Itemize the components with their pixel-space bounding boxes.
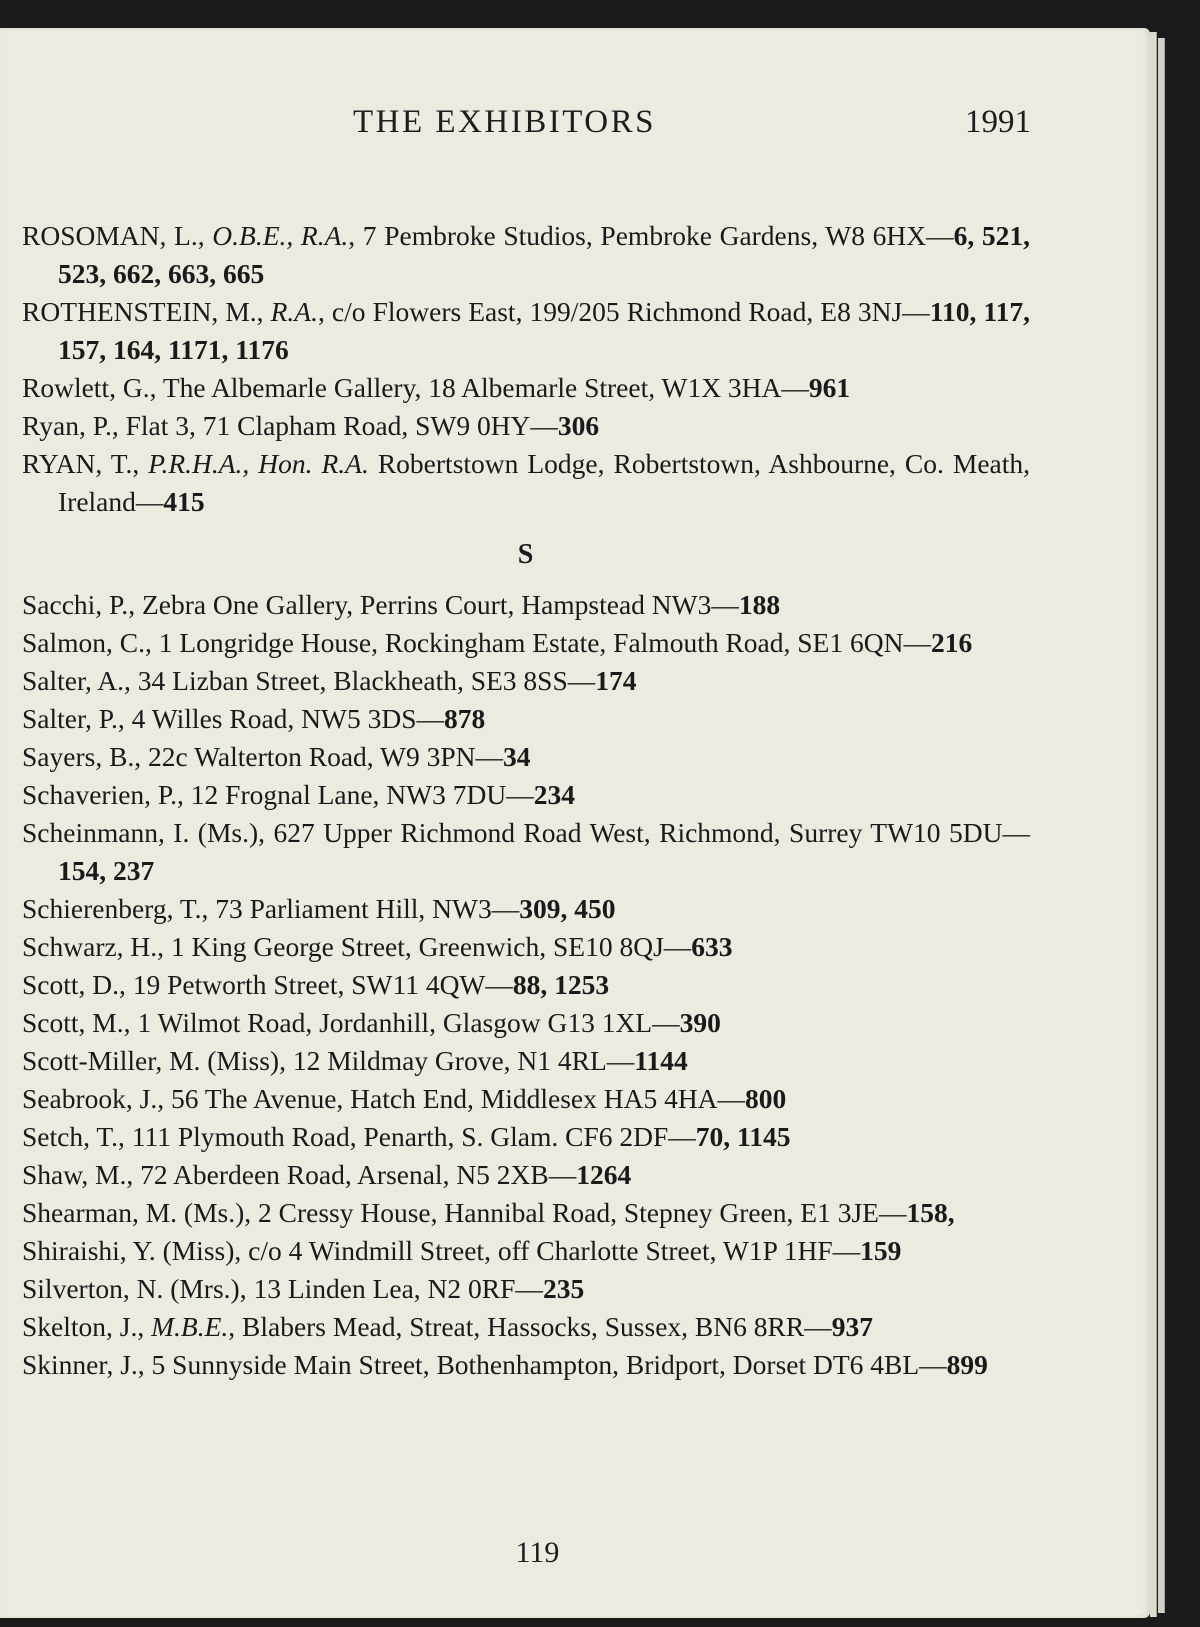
exhibitor-name: Shiraishi, Y. (Miss) (22, 1235, 235, 1266)
catalogue-numbers: 70, 1145 (695, 1121, 791, 1152)
catalogue-numbers: 415 (163, 486, 205, 517)
catalogue-numbers: 159 (860, 1235, 902, 1266)
exhibitor-address: , 12 Frognal Lane, NW3 7DU— (177, 779, 534, 810)
exhibitor-entry (22, 217, 1030, 293)
exhibitor-name: Rowlett, G. (22, 372, 150, 403)
exhibitor-name: Schaverien, P. (22, 779, 178, 810)
catalogue-numbers: 88, 1253 (512, 969, 610, 1000)
exhibitor-name: RYAN, T., (22, 448, 149, 479)
exhibitor-address: , 5 Sunnyside Main Street, Bothenhampton, Bridport, Dorset DT6 4BL— (137, 1349, 947, 1380)
exhibitor-name: Ryan, P. (22, 410, 112, 441)
exhibitor-entry (22, 1346, 1030, 1384)
exhibitor-address: , 34 Lizban Street, Blackheath, SE3 8SS— (124, 665, 596, 696)
exhibitor-address: , Zebra One Gallery, Perrins Court, Hampstead NW3— (128, 589, 739, 620)
exhibitor-address: , 72 Aberdeen Road, Arsenal, N5 2XB— (126, 1159, 577, 1190)
exhibitor-honours: P.R.H.A., Hon. R.A. (148, 448, 369, 479)
section-letter: S (517, 539, 535, 570)
exhibitor-entry (22, 293, 1030, 369)
exhibitor-address: , 73 Parliament Hill, NW3— (201, 893, 520, 924)
exhibitor-address: , 7 Pembroke Studios, Pembroke Gardens, W8 6HX— (348, 220, 954, 251)
catalogue-numbers: 309, 450 (519, 893, 616, 924)
exhibitor-address: , 4 Willes Road, NW5 3DS— (117, 703, 445, 734)
exhibitor-entry (22, 1080, 1030, 1118)
exhibitor-name: Silverton, N. (Mrs.) (22, 1273, 240, 1304)
catalogue-numbers: 34 (503, 741, 531, 772)
exhibitor-entry (22, 624, 1030, 662)
exhibitor-address: , The Albemarle Gallery, 18 Albemarle Street, W1X 3HA— (149, 372, 809, 403)
exhibitor-entry (22, 1194, 1030, 1232)
exhibitor-entry (22, 586, 1030, 624)
catalogue-numbers: 216 (930, 627, 973, 658)
exhibitor-name: Schierenberg, T. (22, 893, 202, 924)
catalogue-numbers: 110, 117, 157, 164, 1171, 1176 (58, 296, 1031, 365)
exhibitor-name: Setch, T. (22, 1121, 118, 1152)
exhibitor-address: , 111 Plymouth Road, Penarth, S. Glam. CF6 2DF— (117, 1121, 696, 1152)
catalogue-numbers: 390 (679, 1007, 721, 1038)
exhibitor-address: , 1 King George Street, Greenwich, SE10 8QJ— (157, 931, 692, 962)
running-head: THE EXHIBITORS (353, 104, 656, 140)
exhibitor-address: , 1 Longridge House, Rockingham Estate, Falmouth Road, SE1 6QN— (145, 627, 931, 658)
catalogue-numbers: 633 (691, 931, 733, 962)
exhibitor-address: Robertstown Lodge, Robertstown, Ashbourne, Co. Meath, Ireland— (58, 448, 1030, 517)
exhibitor-entry (22, 1270, 1030, 1308)
exhibitor-name: Skinner, J. (22, 1349, 138, 1380)
exhibitor-name: Schwarz, H. (22, 931, 158, 962)
catalogue-numbers: 306 (557, 410, 600, 441)
exhibitor-entry (22, 1156, 1030, 1194)
exhibitor-entry (22, 700, 1030, 738)
catalogue-numbers: 154, 237 (58, 855, 155, 886)
exhibitor-name: Shearman, M. (Ms.) (22, 1197, 245, 1228)
exhibitor-name: Scheinmann, I. (Ms.) (22, 817, 259, 848)
catalogue-numbers: 158, (906, 1197, 955, 1228)
catalogue-numbers: 937 (831, 1311, 873, 1342)
exhibitor-name: Sayers, B. (22, 741, 135, 772)
exhibitor-entry (22, 738, 1030, 776)
exhibitor-name: ROSOMAN, L., (22, 220, 213, 251)
catalogue-numbers: 800 (745, 1083, 787, 1114)
page-number: 119 (515, 1536, 560, 1569)
exhibitor-name: ROTHENSTEIN, M., (22, 296, 271, 327)
exhibitor-entry (22, 776, 1030, 814)
exhibitor-name: Skelton, J., (22, 1311, 152, 1342)
exhibitor-entry (22, 890, 1030, 928)
exhibitor-address: , 1 Wilmot Road, Jordanhill, Glasgow G13 1XL— (123, 1007, 680, 1038)
catalogue-numbers: 235 (542, 1273, 585, 1304)
exhibitor-entry (22, 928, 1030, 966)
catalogue-numbers: 174 (595, 665, 637, 696)
exhibitor-name: Scott, M. (22, 1007, 124, 1038)
exhibitor-entry (22, 662, 1030, 700)
exhibitor-name: Scott-Miller, M. (Miss) (22, 1045, 280, 1076)
entries-r (22, 217, 1030, 521)
exhibitor-name: Salmon, C. (22, 627, 145, 658)
exhibitor-honours: M.B.E. (151, 1311, 229, 1342)
exhibitor-entry (22, 1232, 1030, 1270)
catalogue-numbers: 188 (738, 589, 781, 620)
catalogue-numbers: 234 (533, 779, 575, 810)
exhibitor-entry (22, 407, 1030, 445)
page-edge (1150, 32, 1157, 1617)
exhibitor-address: , Flat 3, 71 Clapham Road, SW9 0HY— (111, 410, 558, 441)
exhibitor-entry (22, 1118, 1030, 1156)
exhibitor-entry (22, 445, 1030, 521)
exhibitor-name: Seabrook, J. (22, 1083, 158, 1114)
catalogue-numbers: 961 (808, 372, 851, 403)
exhibitor-entry (22, 814, 1030, 890)
exhibitor-address: , 13 Linden Lea, N2 0RF— (239, 1273, 543, 1304)
exhibitor-name: Sacchi, P. (22, 589, 129, 620)
exhibitor-list (22, 217, 1030, 1384)
catalogue-numbers: 899 (946, 1349, 988, 1380)
exhibitor-address: , 2 Cressy House, Hannibal Road, Stepney Green, E1 3JE— (244, 1197, 907, 1228)
exhibitor-entry (22, 1004, 1030, 1042)
exhibitor-honours: R.A. (270, 296, 318, 327)
entries-s (22, 586, 1030, 1384)
catalogue-numbers: 6, 521, 523, 662, 663, 665 (58, 220, 1031, 289)
exhibitor-name: Shaw, M. (22, 1159, 127, 1190)
exhibitor-entry (22, 1042, 1030, 1080)
exhibitor-address: , 56 The Avenue, Hatch End, Middlesex HA5 4HA— (157, 1083, 746, 1114)
exhibitor-address: , c/o 4 Windmill Street, off Charlotte Street, W1P 1HF— (234, 1235, 861, 1266)
header-year: 1991 (965, 104, 1031, 140)
exhibitor-address: , 12 Mildmay Grove, N1 4RL— (279, 1045, 635, 1076)
exhibitor-address: , Blabers Mead, Streat, Hassocks, Sussex, BN6 8RR— (228, 1311, 832, 1342)
exhibitor-address: , c/o Flowers East, 199/205 Richmond Road, E8 3NJ— (317, 296, 930, 327)
exhibitor-name: Salter, A. (22, 665, 125, 696)
exhibitor-address: , 627 Upper Richmond Road West, Richmond, Surrey TW10 5DU— (258, 817, 1030, 848)
catalogue-numbers: 1144 (634, 1045, 688, 1076)
exhibitor-entry (22, 1308, 1030, 1346)
exhibitor-name: Salter, P. (22, 703, 118, 734)
exhibitor-address: , 22c Walterton Road, W9 3PN— (134, 741, 504, 772)
page-edge (1158, 38, 1165, 1613)
exhibitor-address: , 19 Petworth Street, SW11 4QW— (119, 969, 513, 1000)
catalogue-numbers: 1264 (576, 1159, 632, 1190)
exhibitor-entry (22, 966, 1030, 1004)
catalogue-numbers: 878 (444, 703, 486, 734)
exhibitor-entry (22, 369, 1030, 407)
exhibitor-name: Scott, D. (22, 969, 120, 1000)
exhibitor-honours: O.B.E., R.A. (212, 220, 349, 251)
book-page (0, 28, 1150, 1618)
